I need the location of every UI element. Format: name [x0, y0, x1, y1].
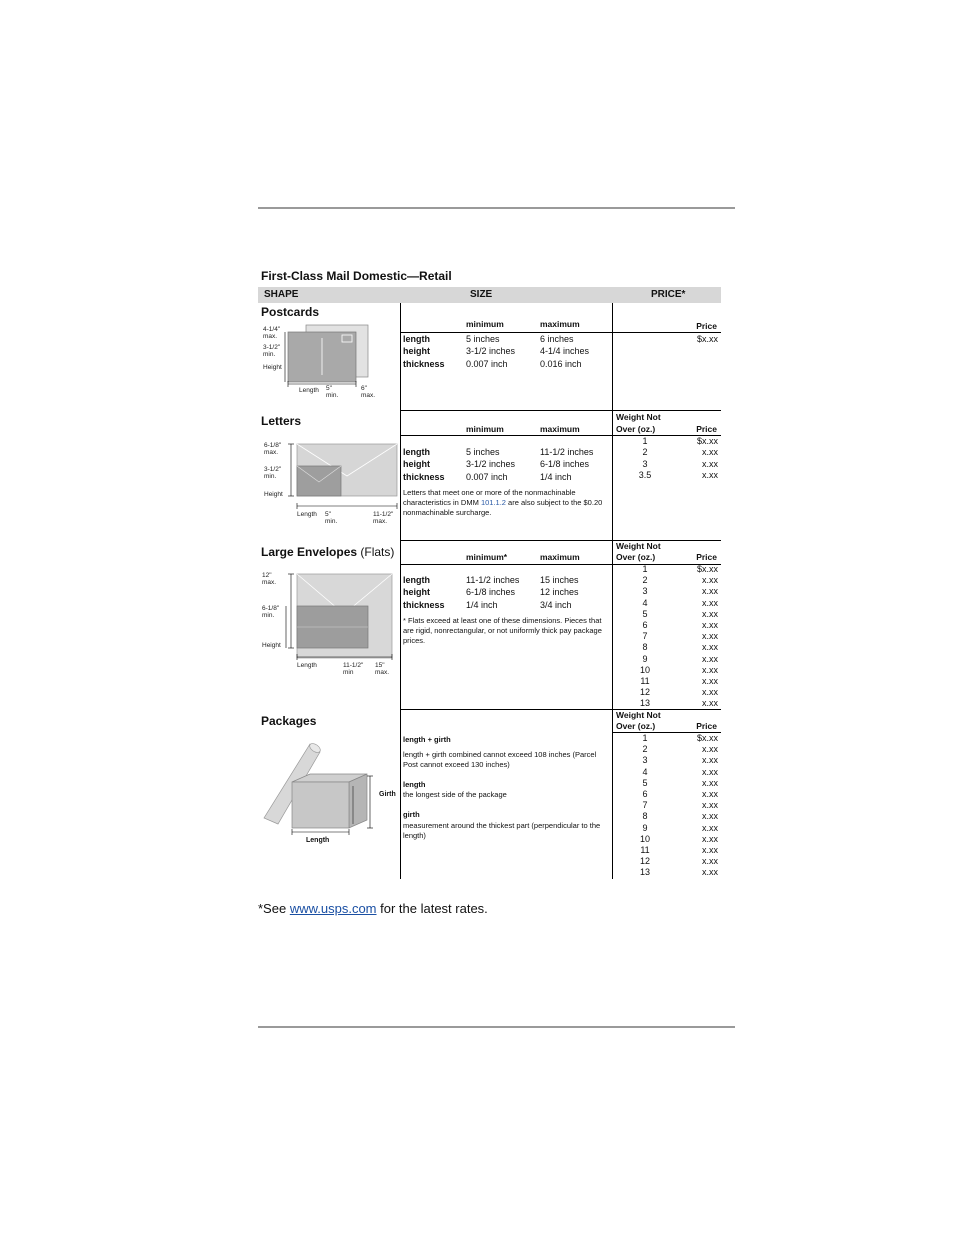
- postcards-thickness-max: 0.016 inch: [540, 359, 582, 369]
- letters-length-label: length: [403, 447, 430, 457]
- packages-girth-head: girth: [403, 810, 420, 819]
- price-cell: x.xx: [701, 620, 718, 631]
- weight-cell: 4: [642, 766, 648, 777]
- letters-height-label: height: [403, 459, 430, 469]
- postcards-height-min: 3-1/2 inches: [466, 346, 516, 356]
- price-cell: x.xx: [701, 789, 718, 800]
- letters-height-max: 6-1/8 inches: [540, 459, 590, 469]
- flats-thickness-max: 3/4 inch: [540, 600, 572, 610]
- price-cell: x.xx: [701, 822, 718, 833]
- letters-weight-header-1: Weight Not: [616, 412, 661, 422]
- weight-cell: 6: [642, 620, 648, 631]
- letters-thickness-label: thickness: [403, 472, 445, 482]
- postcards-height-max: 4-1/4 inches: [540, 346, 590, 356]
- postcards-min-header: minimum: [466, 319, 504, 329]
- price-cell: x.xx: [701, 597, 718, 608]
- letters-thickness-max: 1/4 inch: [540, 472, 572, 482]
- weight-cell: 2: [642, 447, 648, 458]
- table-header: [258, 287, 721, 303]
- packages-length-text: the longest side of the package: [403, 790, 507, 799]
- price-cell: x.xx: [701, 608, 718, 619]
- letter-length-max: 11-1/2" max.: [373, 511, 394, 525]
- weight-cell: 13: [639, 867, 650, 878]
- letters-min-header: minimum: [466, 424, 504, 434]
- price-cell: x.xx: [701, 744, 718, 755]
- flat-length-label: Length: [297, 662, 317, 669]
- price-cell: x.xx: [701, 664, 718, 675]
- postcard-length-max: 6" max.: [361, 385, 376, 399]
- letters-height-min: 3-1/2 inches: [466, 459, 516, 469]
- weight-cell: 3: [642, 586, 648, 597]
- price-cell: x.xx: [701, 755, 718, 766]
- weight-cell: 1: [642, 436, 648, 446]
- postcards-length-min: 5 inches: [466, 334, 500, 344]
- packages-price-column: [670, 733, 718, 879]
- weight-cell: 8: [642, 811, 648, 822]
- packages-lg-head: length + girth: [403, 735, 451, 744]
- header-price: PRICE*: [651, 289, 686, 300]
- section-title-postcards: Postcards: [261, 305, 320, 319]
- weight-cell: 3: [642, 458, 648, 469]
- price-cell: $x.xx: [696, 564, 718, 574]
- letter-height-max: 6-1/8" max.: [264, 442, 282, 456]
- footnote: *See www.usps.com for the latest rates.: [258, 901, 488, 916]
- postcard-height-min: 3-1/2" min.: [263, 344, 281, 358]
- weight-cell: 9: [642, 822, 648, 833]
- flats-length-label: length: [403, 575, 430, 585]
- flats-weight-header-1: Weight Not: [616, 541, 661, 551]
- postcards-height-label: height: [403, 346, 430, 356]
- weight-cell: 12: [639, 856, 650, 867]
- flats-price-header: Price: [696, 552, 717, 562]
- flats-thickness-label: thickness: [403, 600, 445, 610]
- package-length-label: Length: [306, 837, 330, 844]
- letters-price-column: [670, 436, 718, 481]
- price-cell: x.xx: [701, 458, 718, 469]
- package-girth-label: Girth: [379, 791, 396, 798]
- price-cell: x.xx: [701, 586, 718, 597]
- price-cell: x.xx: [701, 867, 718, 878]
- flats-note: * Flats exceed at least one of these dimensions. Pieces that are rigid, nonrectangular, or not uniformly thick pay package prices.: [403, 616, 602, 645]
- flat-length-max: 15" max.: [375, 662, 390, 676]
- letters-weight-header-2: Over (oz.): [616, 424, 656, 434]
- price-cell: $x.xx: [696, 436, 718, 446]
- price-cell: x.xx: [701, 698, 718, 709]
- flats-height-min: 6-1/8 inches: [466, 587, 516, 597]
- section-title-flats: Large Envelopes (Flats): [261, 545, 395, 559]
- letters-length-min: 5 inches: [466, 447, 500, 457]
- flats-weight-header-2: Over (oz.): [616, 552, 656, 562]
- postcard-length-min: 5" min.: [326, 385, 339, 399]
- flats-length-max: 15 inches: [540, 575, 579, 585]
- price-cell: x.xx: [701, 469, 718, 480]
- weight-cell: 9: [642, 653, 648, 664]
- postcard-height-label: Height: [263, 364, 282, 371]
- flats-length-min: 11-1/2 inches: [466, 575, 520, 585]
- price-cell: x.xx: [701, 833, 718, 844]
- weight-cell: 10: [639, 833, 650, 844]
- postcards-thickness-min: 0.007 inch: [466, 359, 508, 369]
- price-cell: x.xx: [701, 575, 718, 586]
- weight-cell: 7: [642, 631, 648, 642]
- letters-thickness-min: 0.007 inch: [466, 472, 508, 482]
- flat-height-label: Height: [262, 642, 281, 649]
- price-cell: $x.xx: [696, 733, 718, 743]
- flat-length-min: 11-1/2" min: [343, 662, 364, 676]
- postcards-thickness-label: thickness: [403, 359, 445, 369]
- flat-height-min: 6-1/8" min.: [262, 605, 280, 619]
- letters-max-header: maximum: [540, 424, 580, 434]
- flats-thickness-min: 1/4 inch: [466, 600, 498, 610]
- letters-length-max: 11-1/2 inches: [540, 447, 594, 457]
- weight-cell: 4: [642, 597, 648, 608]
- weight-cell: 10: [639, 664, 650, 675]
- packages-lg-text: length + girth combined cannot exceed 108 inches (Parcel Post cannot exceed 130 inches): [403, 750, 597, 769]
- top-rule: [258, 207, 735, 209]
- postcard-length-label: Length: [299, 387, 319, 394]
- packages-weight-column: [630, 733, 660, 879]
- price-cell: x.xx: [701, 766, 718, 777]
- price-cell: x.xx: [701, 653, 718, 664]
- weight-cell: 5: [642, 608, 648, 619]
- section-title-packages: Packages: [261, 714, 317, 728]
- weight-cell: 3: [642, 755, 648, 766]
- weight-cell: 13: [639, 698, 650, 709]
- packages-price-header: Price: [696, 721, 717, 731]
- price-cell: x.xx: [701, 845, 718, 856]
- weight-cell: 7: [642, 800, 648, 811]
- flats-height-label: height: [403, 587, 430, 597]
- flats-height-max: 12 inches: [540, 587, 579, 597]
- weight-cell: 2: [642, 744, 648, 755]
- column-divider-1: [400, 303, 401, 879]
- header-shape: SHAPE: [264, 289, 299, 300]
- packages-weight-header-2: Over (oz.): [616, 721, 656, 731]
- letters-note: Letters that meet one or more of the nonmachinable characteristics in DMM 101.1.2 are also subject to the $0.20 nonmachinable surcharge.: [403, 488, 603, 517]
- bottom-rule: [258, 1026, 735, 1028]
- weight-cell: 11: [640, 676, 650, 687]
- weight-cell: 3.5: [638, 469, 652, 480]
- flats-weight-column: [630, 564, 660, 710]
- flat-height-max: 12" max.: [262, 572, 277, 586]
- letter-length-label: Length: [297, 511, 317, 518]
- large-envelope-illustration: [260, 568, 400, 668]
- flats-min-header: minimum*: [466, 552, 508, 562]
- weight-cell: 6: [642, 789, 648, 800]
- weight-cell: 8: [642, 642, 648, 653]
- weight-cell: 5: [642, 777, 648, 788]
- price-cell: x.xx: [701, 811, 718, 822]
- header-size: SIZE: [470, 289, 493, 300]
- postcards-price: $x.xx: [696, 334, 718, 344]
- row-divider-1: [400, 410, 721, 411]
- price-cell: x.xx: [701, 687, 718, 698]
- weight-cell: 1: [642, 564, 648, 574]
- postcards-length-max: 6 inches: [540, 334, 574, 344]
- usps-link[interactable]: www.usps.com: [289, 901, 377, 916]
- flats-price-column: [670, 564, 718, 710]
- letter-height-label: Height: [264, 491, 283, 498]
- postcards-price-header: Price: [696, 321, 717, 331]
- price-cell: x.xx: [701, 856, 718, 867]
- weight-cell: 1: [642, 733, 648, 743]
- page-title: First-Class Mail Domestic—Retail: [261, 269, 452, 283]
- letter-length-min: 5" min.: [325, 511, 338, 525]
- row-divider-2: [400, 540, 721, 541]
- letter-height-min: 3-1/2" min.: [264, 466, 282, 480]
- postcard-height-max: 4-1/4" max.: [263, 326, 281, 340]
- section-title-letters: Letters: [261, 414, 302, 428]
- postcards-max-header: maximum: [540, 319, 580, 329]
- price-cell: x.xx: [701, 631, 718, 642]
- dmm-link[interactable]: 101.1.2: [480, 498, 506, 507]
- column-divider-2: [612, 303, 613, 879]
- weight-cell: 12: [639, 687, 650, 698]
- size-subheader-rule-postcards: [400, 332, 721, 333]
- weight-cell: 2: [642, 575, 648, 586]
- postcards-length-label: length: [403, 334, 430, 344]
- packages-length-head: length: [403, 780, 426, 789]
- price-cell: x.xx: [701, 800, 718, 811]
- letters-price-header: Price: [696, 424, 717, 434]
- price-cell: x.xx: [701, 642, 718, 653]
- price-cell: x.xx: [701, 676, 718, 687]
- packages-weight-header-1: Weight Not: [616, 710, 661, 720]
- price-cell: x.xx: [701, 777, 718, 788]
- price-cell: x.xx: [701, 447, 718, 458]
- packages-girth-text: measurement around the thickest part (perpendicular to the length): [403, 821, 601, 840]
- flats-max-header: maximum: [540, 552, 580, 562]
- weight-cell: 11: [640, 845, 650, 856]
- letters-weight-column: [630, 436, 660, 481]
